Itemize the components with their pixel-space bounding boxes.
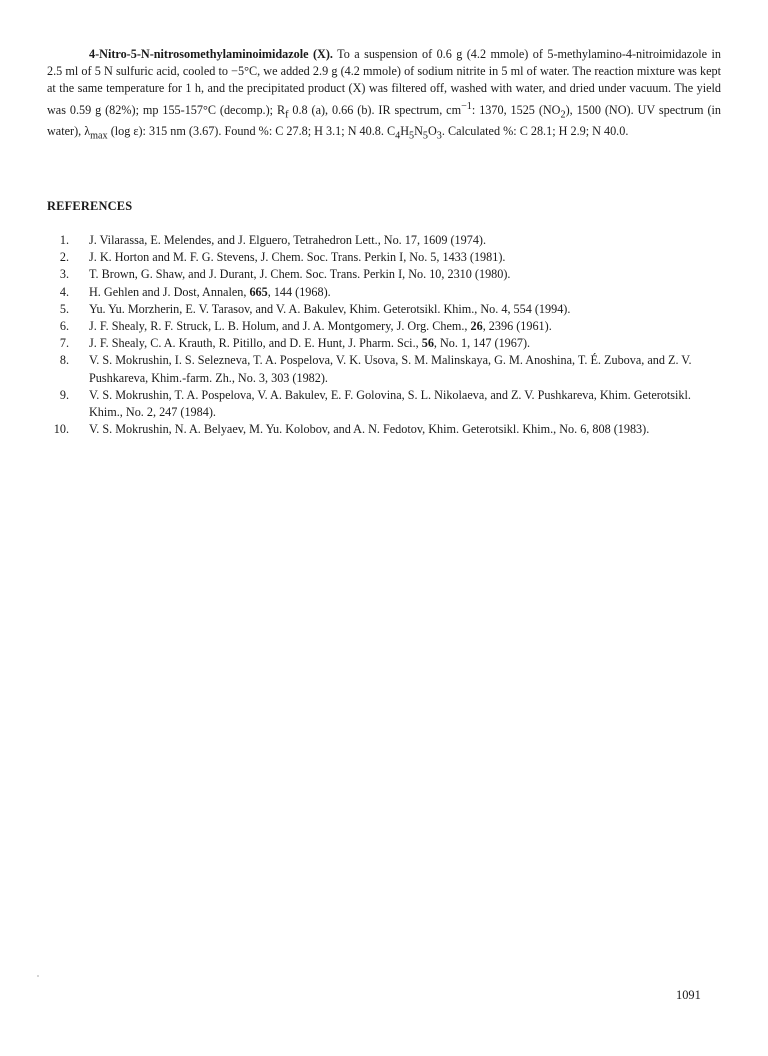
reference-text <box>89 421 721 438</box>
formula-n-subscript: 5 <box>422 130 428 142</box>
reference-citation-end: , 144 (1968). <box>267 284 331 299</box>
reference-volume: 26 <box>470 319 483 334</box>
reference-citation: T. Brown, G. Shaw, and J. Durant, J. Chem. Soc. Trans. Perkin I, No. 10, 2310 (1980). <box>89 267 511 282</box>
reference-volume: 56 <box>421 336 434 351</box>
reference-item-2 <box>47 249 721 266</box>
reference-number: 5. <box>59 301 69 316</box>
reference-item-5 <box>47 301 721 318</box>
reference-item-7 <box>47 335 721 352</box>
compound-title: 4-Nitro-5-N-nitrosomethylaminoimidazole (X). <box>89 47 333 61</box>
formula-o-subscript: 3 <box>436 130 442 142</box>
experimental-text-4: ), 1500 (NO). UV spectrum (in water), λ <box>47 102 721 139</box>
reference-number: 8. <box>59 353 69 368</box>
reference-number: 3. <box>59 267 69 282</box>
reference-citation: H. Gehlen and J. Dost, Annalen, <box>89 284 250 299</box>
references-heading: REFERENCES <box>47 199 133 213</box>
reference-citation: V. S. Mokrushin, I. S. Selezneva, T. A. Pospelova, V. K. Usova, S. M. Malinskaya, G. M. Anoshina, T. É. Zubova, and Z. V. Pushkareva, Khim.-farm. Zh., No. 3, 303 (1982). <box>89 353 692 385</box>
experimental-text-6: . Calculated %: C 28.1; H 2.9; N 40.0. <box>441 124 629 139</box>
experimental-text-5: (log ε): 315 nm (3.67). Found %: C 27.8; H 3.1; N 40.8. C <box>107 124 396 139</box>
reference-number: 10. <box>53 422 69 437</box>
page-number: 1091 <box>676 988 701 1002</box>
reference-text <box>89 284 721 301</box>
reference-citation: V. S. Mokrushin, N. A. Belyaev, M. Yu. Kolobov, and A. N. Fedotov, Khim. Geterotsikl. Khim., No. 6, 808 (1983). <box>89 422 650 437</box>
reference-number: 4. <box>59 284 69 299</box>
lambda-subscript: max <box>90 130 108 142</box>
reference-text <box>89 266 721 283</box>
reference-text <box>89 387 721 421</box>
reference-number: 7. <box>59 336 69 351</box>
formula-c-subscript: 4 <box>395 130 401 142</box>
cm-superscript: −1 <box>461 100 472 112</box>
no2-subscript: 2 <box>560 109 566 121</box>
formula-h-subscript: 5 <box>409 130 415 142</box>
reference-number: 6. <box>59 319 69 334</box>
reference-item-8 <box>47 352 721 386</box>
reference-text <box>89 232 721 249</box>
reference-item-6 <box>47 318 721 335</box>
scan-speck <box>37 975 39 977</box>
formula-n-label: N <box>414 124 423 139</box>
reference-item-10 <box>47 421 721 438</box>
experimental-paragraph <box>47 46 721 145</box>
reference-citation: V. S. Mokrushin, T. A. Pospelova, V. A. Bakulev, E. F. Golovina, S. L. Nikolaeva, and Z. V. Pushkareva, Khim. Geterotsikl. Khim., No. 2, 247 (1984). <box>89 387 691 420</box>
references-list <box>47 232 721 438</box>
experimental-text-2: 0.8 (a), 0.66 (b). IR spectrum, cm <box>288 102 462 117</box>
reference-text <box>89 335 721 352</box>
reference-number: 1. <box>59 233 69 247</box>
reference-number: 2. <box>59 250 69 265</box>
formula-h-label: H <box>400 124 409 139</box>
formula-o-label: O <box>427 124 437 139</box>
reference-item-9 <box>47 387 721 421</box>
reference-citation: J. Vilarassa, E. Melendes, and J. Elguero, Tetrahedron Lett., No. 17, 1609 (1974). <box>89 233 487 247</box>
reference-volume: 665 <box>249 284 268 299</box>
reference-citation-end: , No. 1, 147 (1967). <box>433 336 531 351</box>
reference-citation: J. F. Shealy, R. F. Struck, L. B. Holum, and J. A. Montgomery, J. Org. Chem., <box>89 319 471 334</box>
reference-citation-end: , 2396 (1961). <box>482 319 552 334</box>
reference-text <box>89 249 721 266</box>
reference-text <box>89 318 721 335</box>
reference-item-1 <box>47 232 721 249</box>
reference-number: 9. <box>59 387 69 402</box>
reference-text <box>89 301 721 318</box>
experimental-text-3: : 1370, 1525 (NO <box>471 102 561 117</box>
reference-item-3 <box>47 266 721 283</box>
reference-item-4 <box>47 284 721 301</box>
reference-text <box>89 352 721 386</box>
experimental-text-1: To a suspension of 0.6 g (4.2 mmole) of 5-methylamino-4-nitroimidazole in 2.5 ml of 5 N sulfuric acid, cooled to −5°C, we added 2.9 g (4.2 mmole) of sodium nitrite in 5 ml of water. The reaction mixture was kept at the same temperature for 1 h, and the precipitated product (X) was filtered off, washed with water, and dried under vacuum. The yield was 0.59 g (82%); mp 155-157°C (decomp.); R <box>47 47 721 117</box>
reference-citation: Yu. Yu. Morzherin, E. V. Tarasov, and V. A. Bakulev, Khim. Geterotsikl. Khim., No. 4, 554 (1994). <box>89 301 571 316</box>
reference-citation: J. F. Shealy, C. A. Krauth, R. Pitillo, and D. E. Hunt, J. Pharm. Sci., <box>89 336 422 351</box>
reference-citation: J. K. Horton and M. F. G. Stevens, J. Chem. Soc. Trans. Perkin I, No. 5, 1433 (1981). <box>89 250 506 265</box>
rf-subscript: f <box>285 109 289 121</box>
